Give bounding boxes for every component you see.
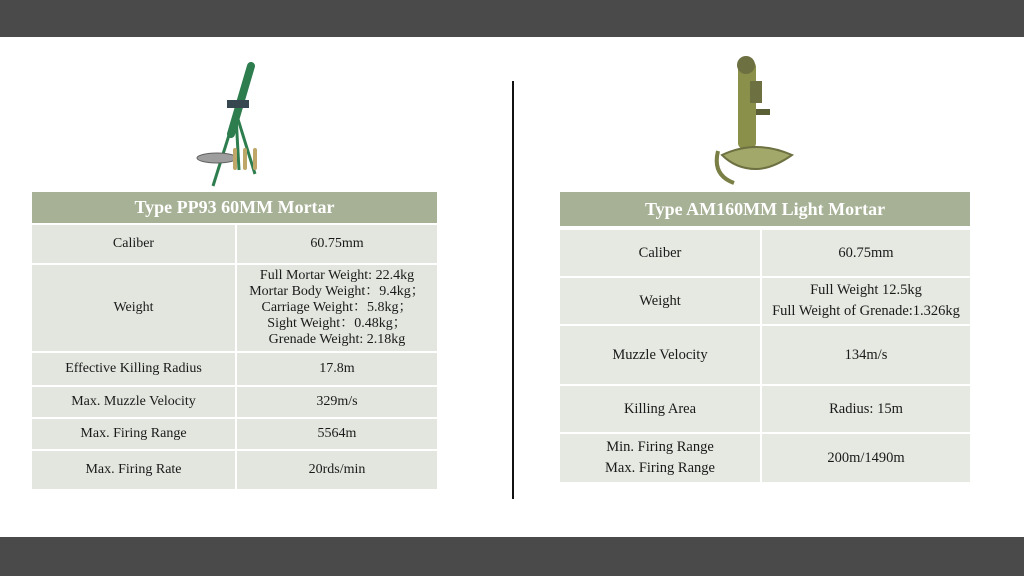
spec-label: Max. Muzzle Velocity xyxy=(32,387,237,417)
table-row xyxy=(32,451,437,489)
spec-value: 329m/s xyxy=(237,387,437,417)
center-divider xyxy=(512,81,514,499)
spec-label-line: Max. Firing Range xyxy=(605,460,715,476)
spec-label: Killing Area xyxy=(560,386,762,432)
spec-value: 17.8m xyxy=(237,353,437,385)
table-row xyxy=(32,419,437,449)
table-row xyxy=(560,230,970,276)
spec-label: Weight xyxy=(32,265,237,351)
spec-label: Caliber xyxy=(560,230,762,276)
spec-value: 200m/1490m xyxy=(762,434,970,482)
table-row xyxy=(560,434,970,482)
spec-value xyxy=(762,278,970,324)
spec-value-line: Full Weight of Grenade:1.326kg xyxy=(772,303,960,319)
spec-value: Radius: 15m xyxy=(762,386,970,432)
spec-value: 5564m xyxy=(237,419,437,449)
spec-value: 60.75mm xyxy=(762,230,970,276)
spec-label xyxy=(560,434,762,482)
am160-spec-table xyxy=(560,228,970,484)
spec-value: 20rds/min xyxy=(237,451,437,489)
mortar-am160-image xyxy=(712,55,800,187)
spec-value: 60.75mm xyxy=(237,225,437,263)
table-row xyxy=(32,353,437,385)
spec-label: Caliber xyxy=(32,225,237,263)
spec-value-line: Carriage Weight：5.8kg； xyxy=(261,300,413,315)
am160-spec-panel xyxy=(560,192,970,484)
spec-value-line: Sight Weight：0.48kg； xyxy=(267,316,407,331)
spec-label: Muzzle Velocity xyxy=(560,326,762,384)
spec-label: Max. Firing Rate xyxy=(32,451,237,489)
spec-label: Effective Killing Radius xyxy=(32,353,237,385)
spec-value-line: Grenade Weight: 2.18kg xyxy=(268,332,406,347)
pp93-spec-table xyxy=(32,223,437,491)
spec-value-line: Full Mortar Weight: 22.4kg xyxy=(259,268,415,283)
table-row xyxy=(560,386,970,432)
table-row xyxy=(560,326,970,384)
mortar-pp93-image xyxy=(193,62,283,190)
spec-value xyxy=(237,265,437,351)
bottom-bar xyxy=(0,537,1024,576)
spec-label: Weight xyxy=(560,278,762,324)
spec-label-line: Min. Firing Range xyxy=(606,439,714,455)
am160-spec-title: Type AM160MM Light Mortar xyxy=(560,192,970,226)
spec-value: 134m/s xyxy=(762,326,970,384)
table-row xyxy=(32,387,437,417)
table-row xyxy=(560,278,970,324)
table-row xyxy=(32,225,437,263)
pp93-spec-panel xyxy=(32,192,437,491)
table-row xyxy=(32,265,437,351)
pp93-spec-title: Type PP93 60MM Mortar xyxy=(32,192,437,223)
spec-value-line: Full Weight 12.5kg xyxy=(810,282,922,298)
spec-value-line: Mortar Body Weight：9.4kg； xyxy=(249,284,425,299)
top-bar xyxy=(0,0,1024,37)
spec-label: Max. Firing Range xyxy=(32,419,237,449)
